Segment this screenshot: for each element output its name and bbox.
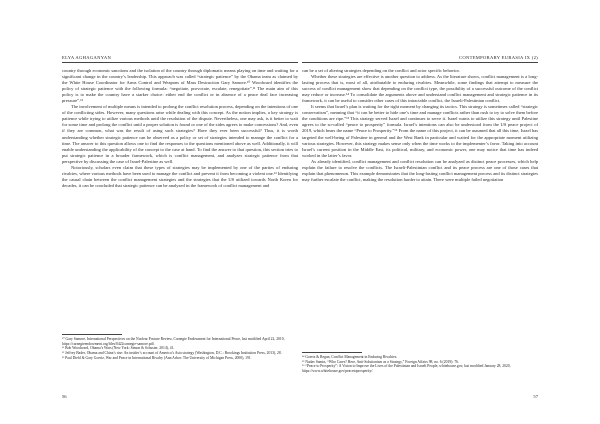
paragraph: can be a set of altering strategies depending on the conflict and actor specific behavior.	[302, 68, 460, 73]
running-head-author: ELYA AGHAGANYAN	[62, 55, 112, 60]
right-footnotes	[302, 355, 538, 374]
footnote: ¹⁵ Nadav Samin, “Who Cares? Here, Anti-Solutionism as a Strategy,” Foreign Affairs 98, no. 6 (2019): 76.	[302, 359, 459, 364]
footnote: ¹⁶ “Peace to Prosperity”: A Vision to Improve the Lives of the Palestinian and Israeli People, whitehouse.gov, last modified January 28, 2020, https://www.whitehouse.gov/peacetoprosperity/.	[302, 364, 511, 374]
paragraph: Whether these strategies are effective is another question to address. As the literature shows, conflict management is a long-lasting process that is, most of all, attributable to enduring rivalries. Meanwhile, some findings that attempt to measure the success of conflict management show that depending on the conflict type, the possibility of a successful outcome of the conflict may reduce or increase.¹⁴ To consolidate the arguments above and understand conflict management and strategic patience in its framework, it can be useful to consider other cases of this intractable conflict, the Israeli-Palestinian conflict.	[302, 74, 538, 104]
page-number-left: 56	[62, 394, 67, 399]
left-page	[62, 0, 298, 424]
paragraph: It seems that Israel’s plan is waiting for the right moment by changing its tactics. This strategy is sometimes called “strategic conservatism”, meaning that “it can be better to hide one’s time and manage conflicts rather than rush to try to solve them before the conditions are ripe.”¹⁵ This strategy served Israel and continues to serve it. Israel wants to utilize this strategy until Palestine agrees to the so-called “peace to prosperity” formula. Israel’s intentions can also be understood from the US peace project of 2019, which bears the name “Peace to Prosperity.”¹⁶ From the name of this project, it can be assumed that all this time, Israel has targeted the well-being of Palestine in general and the West Bank in particular and waited for the appropriate moment utilizing various strategies. However, this strategy makes sense only when the time works to the implementer’s favor. Taking into account Israel’s current position in the Middle East, its political, military, and economic power, one may notice that time has indeed worked in the latter’s favor.	[302, 104, 538, 158]
paragraph: As already identified, conflict management and conflict resolution can be analyzed as distinct peace processes, which help explain the failure to resolve the conflicts. The Israeli-Palestinian conflict and its peace process are one of those cases that explain that phenomenon. This example demonstrates that the long-lasting conflict management process and its distinct strategies may further escalate the conflict, making the resolution harder to attain. There were multiple failed negotiation	[302, 158, 538, 182]
paragraph: Notoriously, scholars even claim that these types of strategies may be implemented by one of the parties of enduring rivalries, where various methods have been used to manage the conflict and prevent it from becoming a violent one.¹³ Identifying the causal chain between the conflict management strategies and the strategies that the US utilized towards North Korea for decades, it can be concluded that strategic patience can be analyzed in the framework of conflict management and	[62, 164, 298, 188]
running-head-right	[302, 54, 538, 63]
footnote: ¹⁰ Gary Samore, International Perspectives on the Nuclear Posture Review, Carnegie Endowment for International Peace, last modified April 22, 2010, https://carnegieendowment.org/files/0422carnegie-samore.pdf.	[62, 337, 285, 346]
paragraph: The involvement of multiple means is intended to prolong the conflict resolution process, depending on the intentions of one of the conflicting sides. However, many questions arise while dealing with this concept. As the notion implies, a key strategy is patience while trying to utilize various methods until the resolution of the dispute. Nevertheless, one may ask, is it better to wait for some time and prolong the conflict until a proper solution is found or one of the sides agrees to make concessions? And, even if they are common, what was the result of using such strategies? Have they ever been successful? Thus, it is worth understanding whether strategic patience can be observed as a policy or set of strategies intended to manage the conflict for a time. The answer to this question allows one to find the responses to the questions mentioned above as well. Additionally, it will enable understanding the applicability of the concept to the case at hand. To find the answer to that question, this section tries to put strategic patience in a broader framework, which is conflict management, and analyzes strategic patience from that perspective by discussing the case of Israel-Palestine as well.	[62, 104, 298, 164]
footnote: ¹⁴ Goertz & Regan, Conflict Management in Enduring Rivalries.	[302, 355, 398, 359]
footnote: ¹¹ Bob Woodward, Obama’s Wars (New York: Simon & Schuster, 2014), 41.	[62, 346, 175, 351]
footnote: ¹³ Paul Diehl & Gary Goertz, War and Peace in International Rivalry (Ann Arbor: The University of Michigan Press, 2000), 191.	[62, 355, 252, 360]
paragraph: country through economic sanctions and the isolation of the country through diplomatic means playing on time and waiting for a significant change in the country’s leadership. This approach was called “strategic patience” by the Obama team as claimed by the White House Coordinator for Arms Control and Weapons of Mass Destruction Gary Samore.¹⁰ Woodward identifies the policy of strategic patience with the following formula: “negotiate, provocate, escalate, renegotiate”.¹¹ The main aim of this policy is to make the country have a starker choice: either end the conflict or in absence of a peace deal face increasing pressure”.¹²	[62, 68, 298, 104]
page-number-right: 57	[533, 394, 538, 399]
running-head-left	[62, 54, 298, 63]
footnote-divider	[302, 352, 362, 353]
right-page	[302, 0, 538, 424]
left-footnotes	[62, 337, 298, 361]
footnote-divider	[62, 334, 122, 335]
left-body-text	[62, 68, 298, 189]
right-body-text	[302, 68, 538, 183]
running-head-journal: CONTEMPORARY EURASIA IX (2)	[458, 55, 538, 60]
footnote: ¹² Jeffrey Bader, Obama and China’s rise: An insider’s account of America’s Asia strategy (Washington, D.C.: Brookings Institution Press, 2013), 28.	[62, 351, 282, 356]
